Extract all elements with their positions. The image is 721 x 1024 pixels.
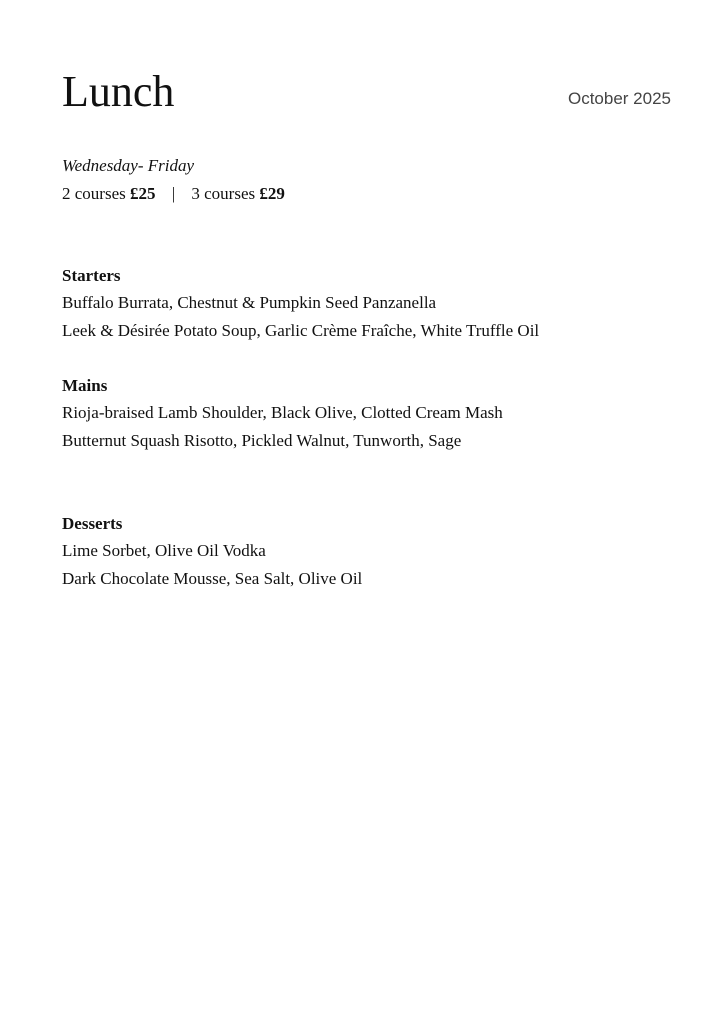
two-courses-label: 2 courses: [62, 184, 126, 203]
section-heading-desserts: Desserts: [62, 514, 123, 533]
mains-section: [62, 372, 503, 455]
page-title: Lunch: [62, 67, 175, 116]
section-heading-mains: Mains: [62, 376, 108, 395]
menu-item: Buffalo Burrata, Chestnut & Pumpkin Seed Panzanella: [62, 293, 437, 312]
availability-days: Wednesday- Friday: [62, 156, 195, 175]
menu-item: Leek & Désirée Potato Soup, Garlic Crème Fraîche, White Truffle Oil: [62, 321, 540, 340]
two-courses-price: £25: [129, 184, 156, 203]
menu-item: Lime Sorbet, Olive Oil Vodka: [62, 541, 266, 560]
menu-date: October 2025: [567, 89, 671, 108]
three-courses-label: 3 courses: [191, 184, 256, 203]
desserts-section: [62, 510, 362, 593]
three-courses-price: £29: [259, 184, 285, 203]
menu-item: Rioja-braised Lamb Shoulder, Black Olive, Clotted Cream Mash: [62, 403, 503, 422]
menu-item: Dark Chocolate Mousse, Sea Salt, Olive Oil: [62, 569, 363, 588]
course-pricing: [62, 184, 285, 204]
pricing-separator: |: [171, 184, 176, 203]
starters-section: [62, 262, 539, 345]
menu-item: Butternut Squash Risotto, Pickled Walnut, Tunworth, Sage: [62, 431, 462, 450]
section-heading-starters: Starters: [62, 266, 121, 285]
